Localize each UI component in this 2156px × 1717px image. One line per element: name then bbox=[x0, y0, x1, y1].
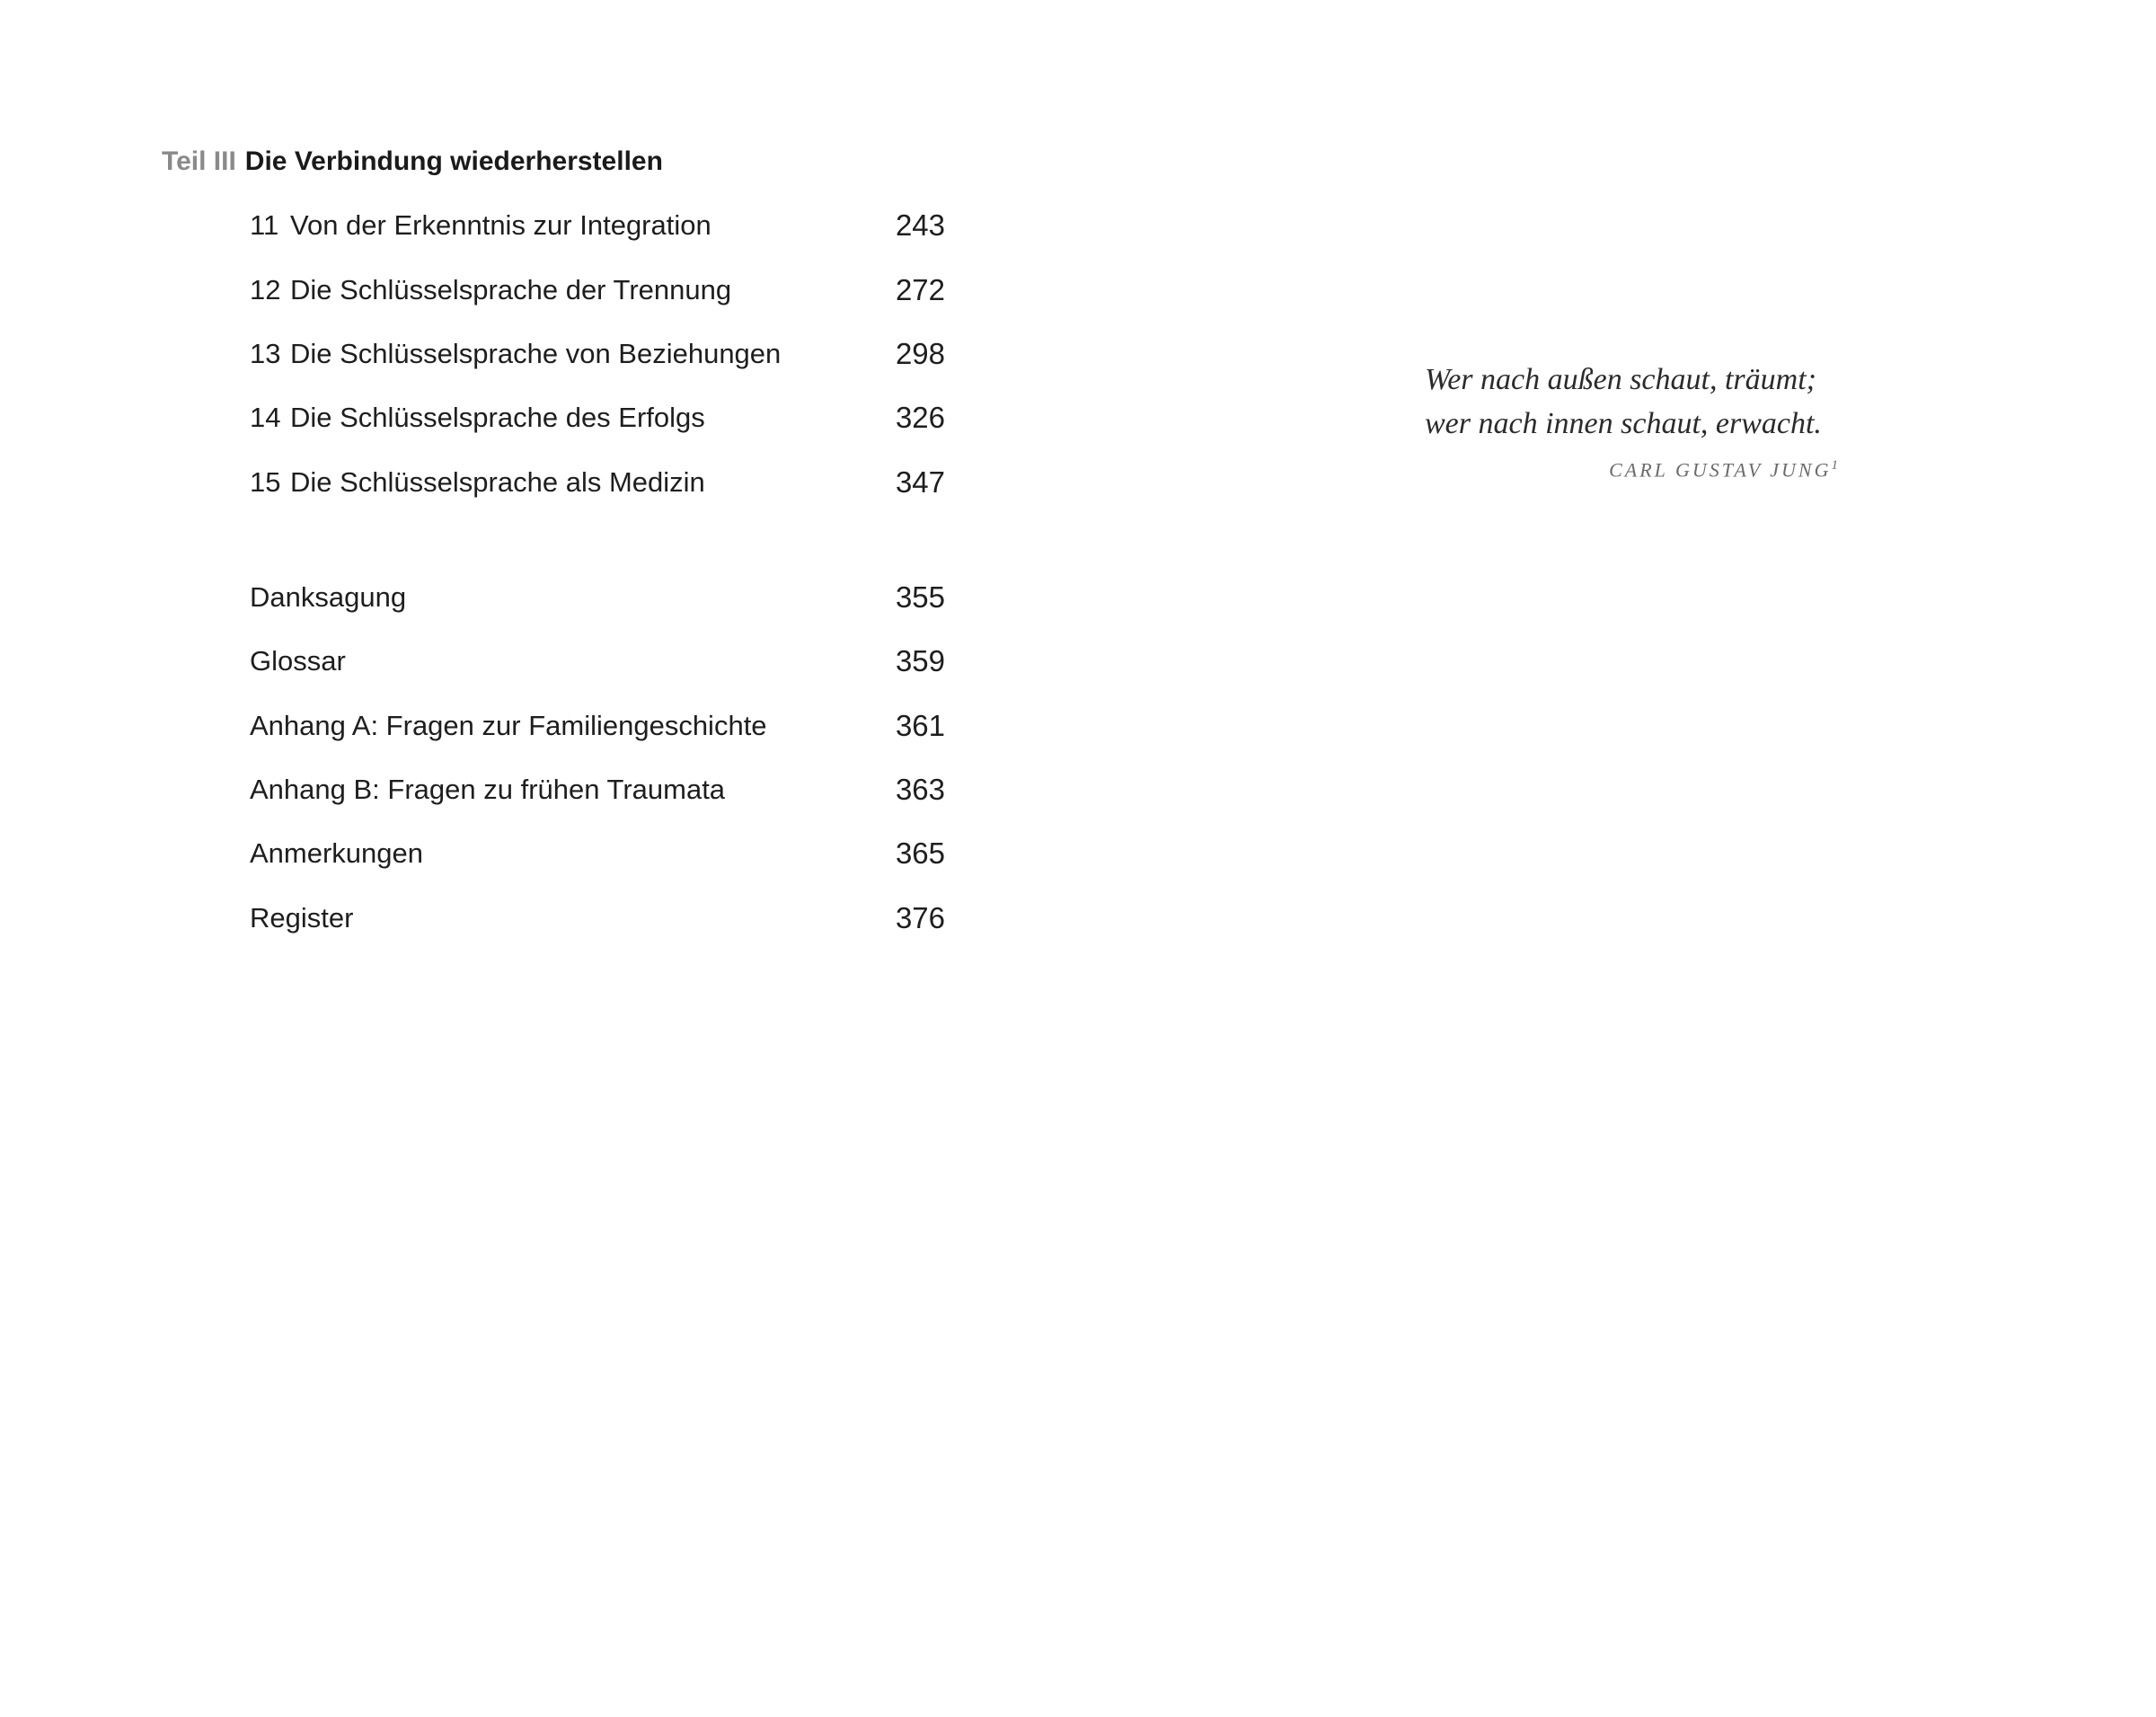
toc-chapter-row[interactable] bbox=[250, 203, 945, 248]
epigraph-quote bbox=[1425, 358, 1838, 446]
epigraph-author bbox=[1425, 458, 1838, 482]
chapter-title: Die Schlüsselsprache der Trennung bbox=[290, 274, 732, 305]
backmatter-title: Anhang A: Fragen zur Familiengeschichte bbox=[250, 710, 767, 741]
chapter-title: Die Schlüsselsprache als Medizin bbox=[290, 466, 705, 498]
chapter-number: 11 bbox=[250, 209, 279, 241]
toc-chapter-row[interactable] bbox=[250, 268, 945, 313]
chapter-page-number: 243 bbox=[895, 208, 945, 242]
part-heading bbox=[162, 144, 663, 180]
toc-chapter-row[interactable] bbox=[250, 395, 945, 440]
backmatter-page-number: 355 bbox=[895, 580, 945, 614]
toc-backmatter-row[interactable] bbox=[250, 704, 945, 748]
backmatter-title: Register bbox=[250, 902, 354, 934]
chapter-number: 12 bbox=[250, 274, 281, 305]
footnote-marker[interactable]: 1 bbox=[1831, 458, 1838, 473]
chapter-page-number: 347 bbox=[895, 465, 945, 499]
chapter-number: 14 bbox=[250, 402, 281, 433]
backmatter-page-number: 376 bbox=[895, 901, 945, 934]
chapter-number: 15 bbox=[250, 466, 281, 498]
backmatter-title: Anmerkungen bbox=[250, 837, 424, 869]
toc-backmatter-row[interactable] bbox=[250, 767, 945, 812]
chapter-title: Die Schlüsselsprache des Erfolgs bbox=[290, 402, 705, 433]
toc-backmatter-row[interactable] bbox=[250, 831, 945, 876]
chapter-title: Die Schlüsselsprache von Beziehungen bbox=[290, 338, 782, 369]
backmatter-page-number: 361 bbox=[895, 709, 945, 742]
epigraph-line: Wer nach außen schaut, träumt; bbox=[1425, 363, 1816, 396]
epigraph-line: wer nach innen schaut, erwacht. bbox=[1425, 407, 1822, 440]
epigraph-author-name: CARL GUSTAV JUNG bbox=[1609, 458, 1832, 482]
backmatter-title: Glossar bbox=[250, 645, 346, 677]
toc-backmatter-row[interactable] bbox=[250, 896, 945, 941]
toc-backmatter-row[interactable] bbox=[250, 575, 945, 620]
chapter-page-number: 272 bbox=[895, 273, 945, 306]
chapter-number: 13 bbox=[250, 338, 281, 369]
part-label: Teil III bbox=[162, 146, 236, 176]
backmatter-page-number: 365 bbox=[895, 836, 945, 870]
chapter-page-number: 298 bbox=[895, 337, 945, 370]
backmatter-title: Anhang B: Fragen zu frühen Traumata bbox=[250, 774, 726, 805]
chapter-page-number: 326 bbox=[895, 401, 945, 434]
chapter-title: Von der Erkenntnis zur Integration bbox=[290, 209, 711, 241]
backmatter-page-number: 359 bbox=[895, 644, 945, 677]
toc-backmatter-row[interactable] bbox=[250, 639, 945, 684]
part-title: Die Verbindung wiederherstellen bbox=[244, 146, 663, 176]
backmatter-title: Danksagung bbox=[250, 581, 407, 613]
toc-chapter-row[interactable] bbox=[250, 460, 945, 505]
toc-chapter-row[interactable] bbox=[250, 332, 945, 376]
backmatter-page-number: 363 bbox=[895, 773, 945, 806]
